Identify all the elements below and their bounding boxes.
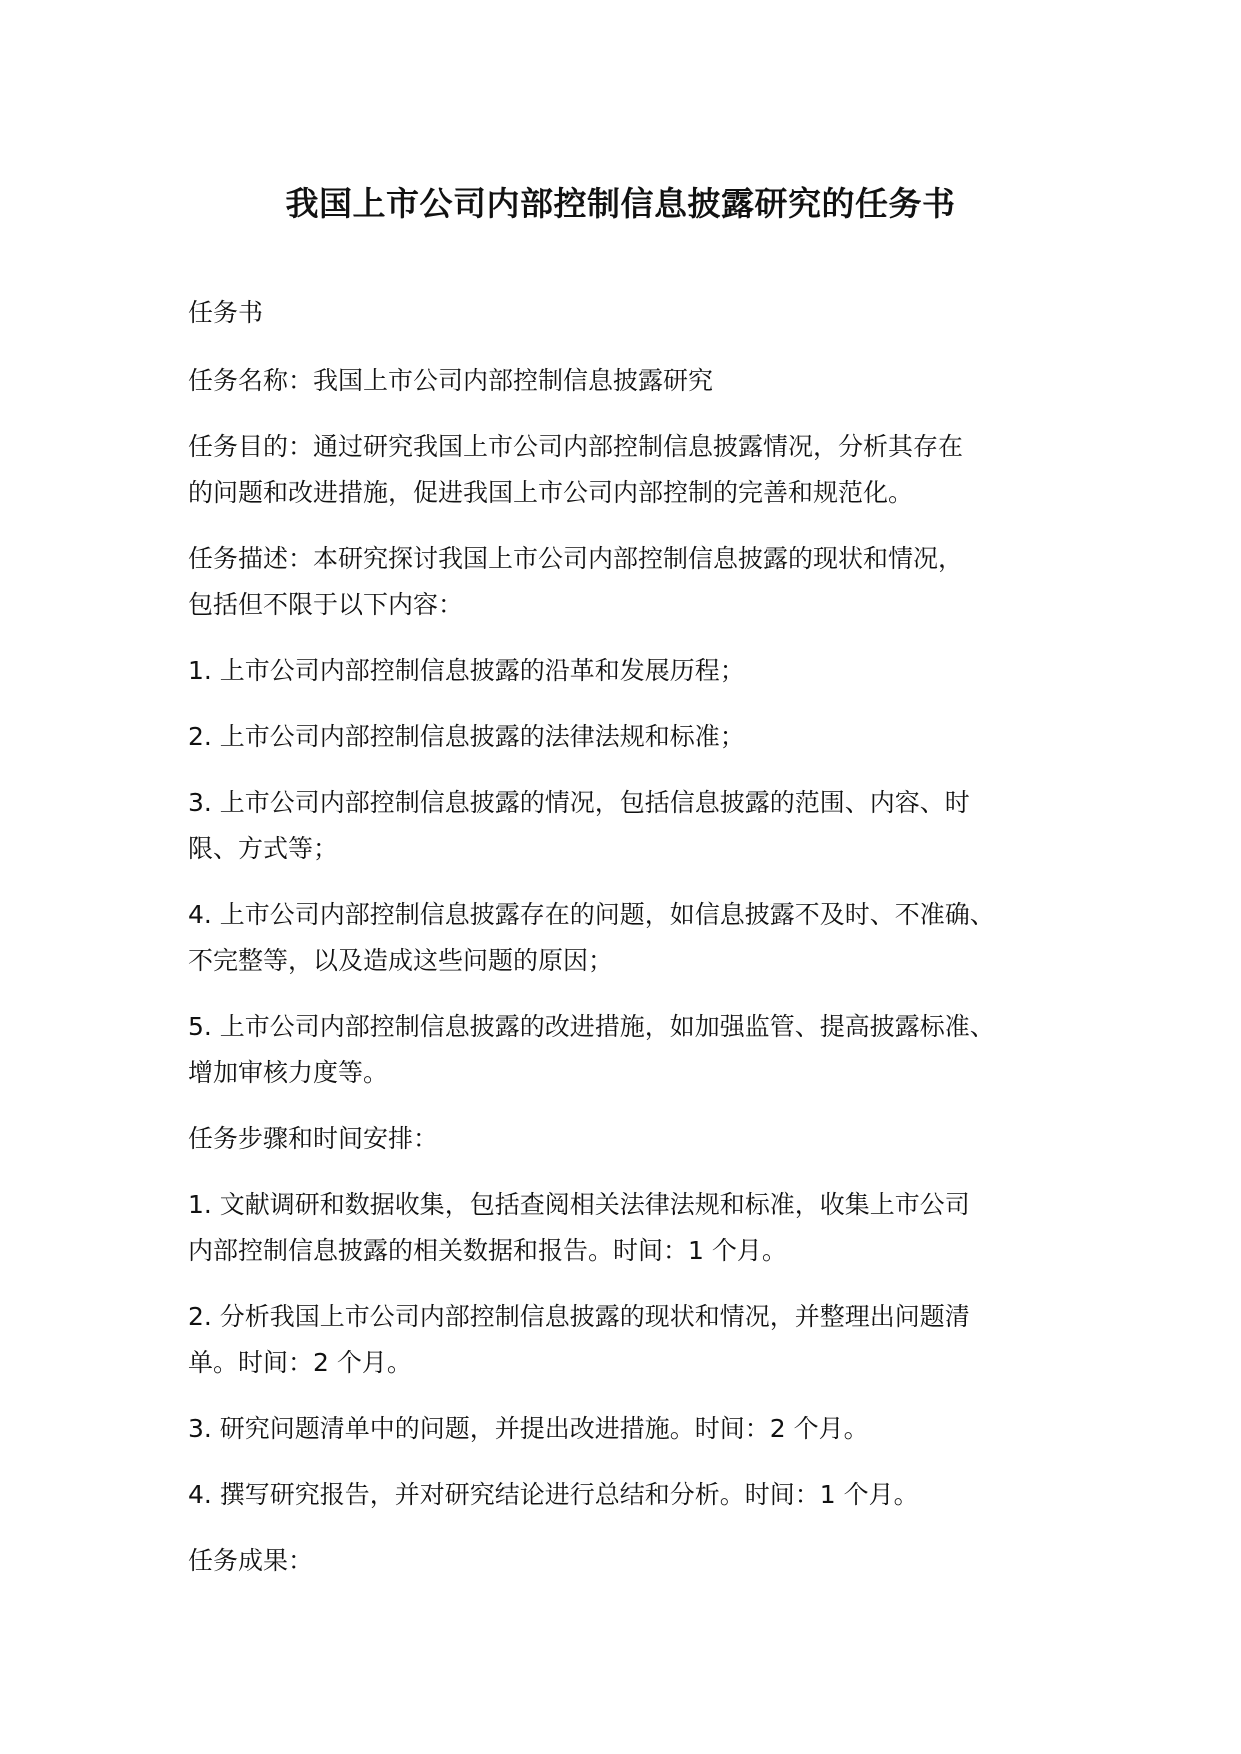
content-item: 4. 上市公司内部控制信息披露存在的问题，如信息披露不及时、不准确、 不完整等，以及造成这些问题的原因； [188,900,995,975]
content-item: 2. 上市公司内部控制信息披露的法律法规和标准； [188,722,745,751]
step-item: 3. 研究问题清单中的问题，并提出改进措施。时间：2 个月。 [188,1414,869,1443]
content-item: 1. 上市公司内部控制信息披露的沿革和发展历程； [188,656,745,685]
steps-heading: 任务步骤和时间安排： [188,1124,439,1153]
document-title: 我国上市公司内部控制信息披露研究的任务书 [285,184,956,223]
document-body [188,290,1073,1604]
content-item: 5. 上市公司内部控制信息披露的改进措施，如加强监管、提高披露标准、 增加审核力度等。 [188,1012,995,1087]
section-heading-task-book: 任务书 [188,298,264,327]
step-item: 2. 分析我国上市公司内部控制信息披露的现状和情况，并整理出问题清 单。时间：2 个月。 [188,1302,970,1377]
task-purpose: 任务目的：通过研究我国上市公司内部控制信息披露情况，分析其存在 的问题和改进措施，促进我国上市公司内部控制的完善和规范化。 [188,432,964,507]
task-name: 任务名称：我国上市公司内部控制信息披露研究 [188,366,714,395]
step-item: 4. 撰写研究报告，并对研究结论进行总结和分析。时间：1 个月。 [188,1480,919,1509]
step-item: 1. 文献调研和数据收集，包括查阅相关法律法规和标准，收集上市公司 内部控制信息披露的相关数据和报告。时间：1 个月。 [188,1190,970,1265]
task-description: 任务描述：本研究探讨我国上市公司内部控制信息披露的现状和情况， 包括但不限于以下内容： [188,544,964,619]
results-heading: 任务成果： [188,1546,314,1575]
content-item: 3. 上市公司内部控制信息披露的情况，包括信息披露的范围、内容、时 限、方式等； [188,788,970,863]
